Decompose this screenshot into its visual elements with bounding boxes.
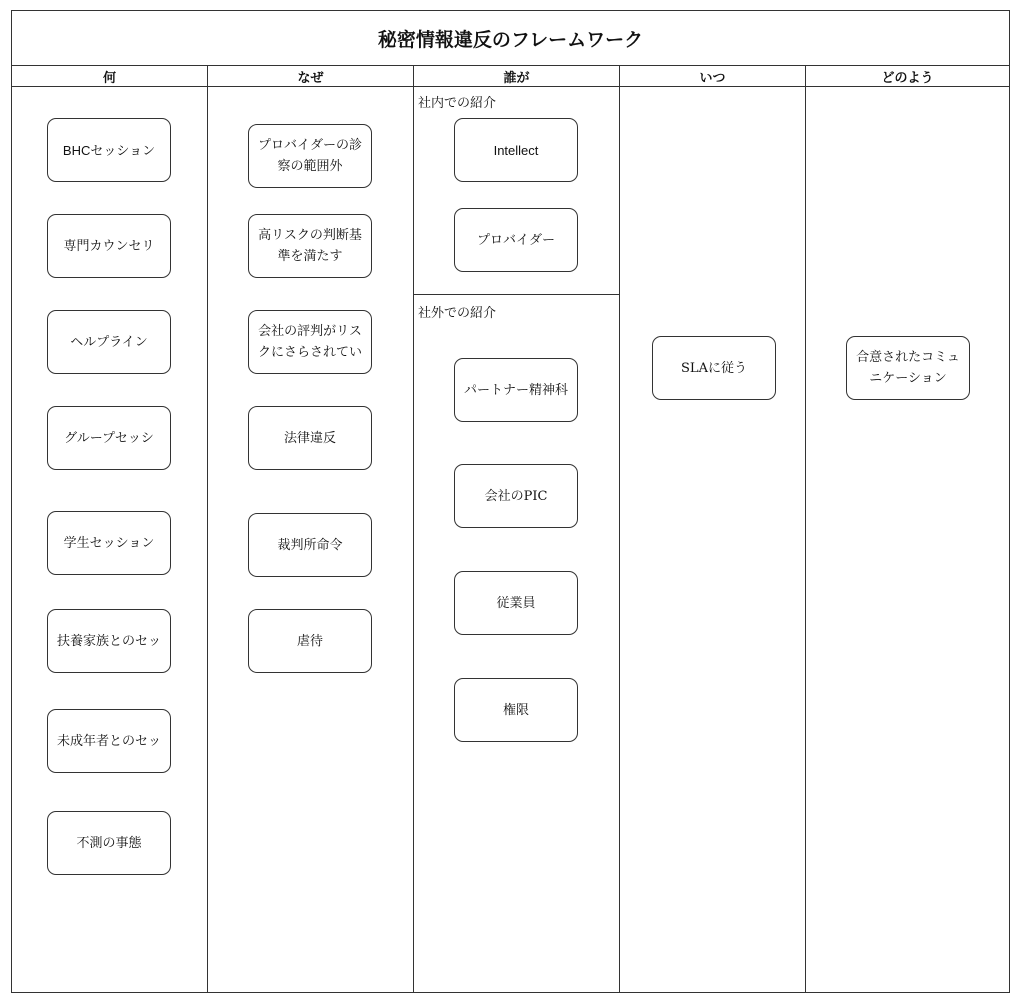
what-box [47,609,171,673]
column-divider-3 [619,66,620,993]
external-referral-label: 社外での紹介 [418,306,497,321]
header-divider [12,86,1009,87]
what-box [47,214,171,278]
what-box-label: 専門カウンセリ [63,238,155,254]
column-divider-4 [805,66,806,993]
why-box [248,124,372,188]
what-box [47,511,171,575]
who-external-box [454,464,578,528]
why-box-label: 会社の評判がリスクにさらされてい [257,324,362,360]
how-box [846,336,970,400]
why-box [248,406,372,470]
who-section-divider [413,294,619,295]
column-header-when: いつ [699,70,726,86]
why-box-label: 法律違反 [283,430,336,446]
who-box-label: 従業員 [496,595,536,611]
who-box-label: パートナー精神科 [463,382,568,398]
internal-referral-label: 社内での紹介 [418,96,497,111]
why-box [248,214,372,278]
how-box-label: 合意されたコミュニケーション [856,350,960,386]
who-internal-box [454,118,578,182]
column-header-what: 何 [102,70,116,86]
column-header-why: なぜ [297,70,324,86]
column-divider-1 [207,66,208,993]
when-box [652,336,776,400]
diagram-title: 秘密情報違反のフレームワーク [377,28,644,51]
column-header-how: どのよう [881,70,934,86]
what-box [47,406,171,470]
what-box-label: 未成年者とのセッ [56,733,161,749]
what-box [47,709,171,773]
why-box-label: 虐待 [296,633,323,649]
why-box-label: 裁判所命令 [277,537,343,553]
what-box [47,811,171,875]
who-external-box [454,678,578,742]
who-box-label: Intellect [493,142,539,158]
column-header-who: 誰が [503,70,530,86]
what-box-label: 不測の事態 [76,835,142,851]
why-box-label: 高リスクの判断基準を満たす [258,228,362,264]
what-box [47,118,171,182]
what-box-label: 扶養家族とのセッ [56,633,161,649]
who-box-label: 会社のPIC [484,488,548,504]
what-box-label: グループセッシ [64,430,154,446]
why-box [248,609,372,673]
column-divider-2 [413,66,414,993]
who-external-box [454,358,578,422]
when-box-label: SLAに従う [681,360,747,376]
why-box [248,513,372,577]
who-box-label: プロバイダー [476,232,555,248]
who-box-label: 権限 [502,702,529,718]
what-box-label: BHCセッション [62,142,156,158]
who-external-box [454,571,578,635]
who-internal-box [454,208,578,272]
why-box-label: プロバイダーの診察の範囲外 [257,138,362,174]
what-box-label: 学生セッション [63,535,155,551]
why-box [248,310,372,374]
what-box-label: ヘルプライン [70,334,148,350]
framework-diagram [11,10,1010,993]
what-box [47,310,171,374]
